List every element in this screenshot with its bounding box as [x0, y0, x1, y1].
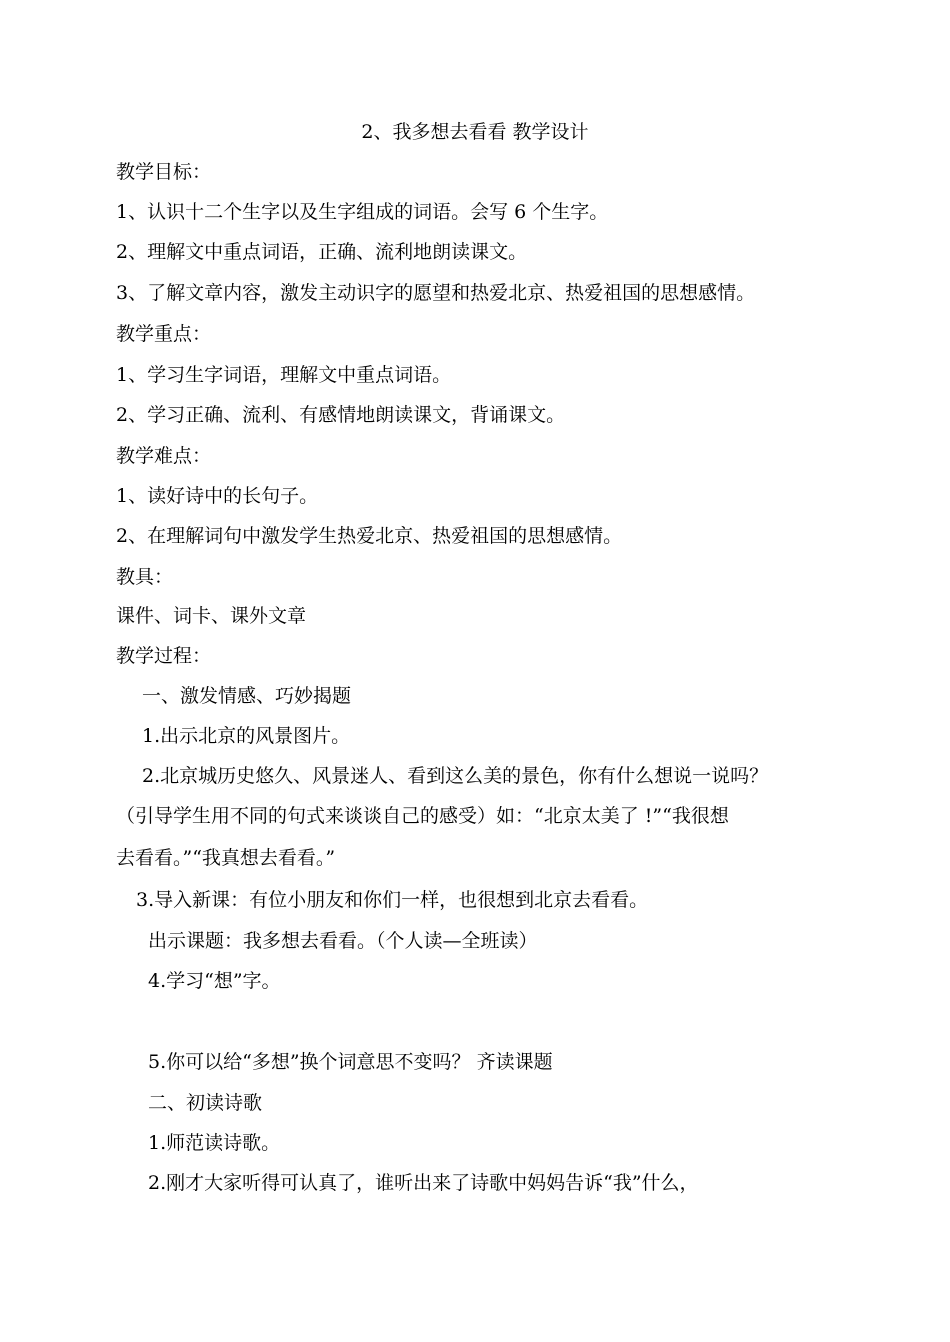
heading-teaching-goals: 教学目标： [116, 161, 212, 183]
goal-item-2: 2、理解文中重点词语，正确、流利地朗读课文。 [116, 241, 528, 263]
document-title: 2、我多想去看看 教学设计 [361, 121, 589, 143]
process-step-2-1: 1.师范读诗歌。 [148, 1132, 281, 1154]
goal-item-3: 3、了解文章内容，激发主动识字的愿望和热爱北京、热爱祖国的思想感情。 [116, 282, 756, 304]
process-step-2-2: 2.刚才大家听得可认真了，谁听出来了诗歌中妈妈告诉“我”什么， [148, 1172, 699, 1194]
heading-teaching-process: 教学过程： [116, 645, 212, 667]
process-step-1-2: 2.北京城历史悠久、风景迷人、看到这么美的景色，你有什么想说一说吗？ [142, 765, 769, 787]
goal-item-1: 1、认识十二个生字以及生字组成的词语。会写 6 个生字。 [116, 201, 609, 223]
difficulty-item-2: 2、在理解词句中激发学生热爱北京、热爱祖国的思想感情。 [116, 525, 623, 547]
process-step-1-4: 4.学习“想”字。 [148, 970, 281, 992]
teaching-aids-list: 课件、词卡、课外文章 [116, 605, 307, 627]
process-step-1-2-cont-a: （引导学生用不同的句式来谈谈自己的感受）如：“北京太美了 !”“我很想 [116, 805, 729, 827]
process-step-1-2-cont-b: 去看看。”“我真想去看看。” [116, 847, 336, 869]
section-1-heading: 一、激发情感、巧妙揭题 [142, 685, 352, 707]
process-step-1-5: 5.你可以给“多想”换个词意思不变吗？ 齐读课题 [148, 1051, 553, 1073]
heading-teaching-aids: 教具： [116, 566, 174, 588]
heading-key-points: 教学重点： [116, 323, 212, 345]
process-step-1-1: 1.出示北京的风景图片。 [142, 725, 351, 747]
key-point-item-2: 2、学习正确、流利、有感情地朗读课文，背诵课文。 [116, 404, 566, 426]
difficulty-item-1: 1、读好诗中的长句子。 [116, 485, 319, 507]
section-2-heading: 二、初读诗歌 [148, 1092, 263, 1114]
heading-difficulties: 教学难点： [116, 445, 212, 467]
process-step-1-3-topic: 出示课题：我多想去看看。（个人读—全班读） [148, 930, 538, 952]
key-point-item-1: 1、学习生字词语，理解文中重点词语。 [116, 364, 452, 386]
process-step-1-3: 3.导入新课：有位小朋友和你们一样，也很想到北京去看看。 [136, 889, 649, 911]
